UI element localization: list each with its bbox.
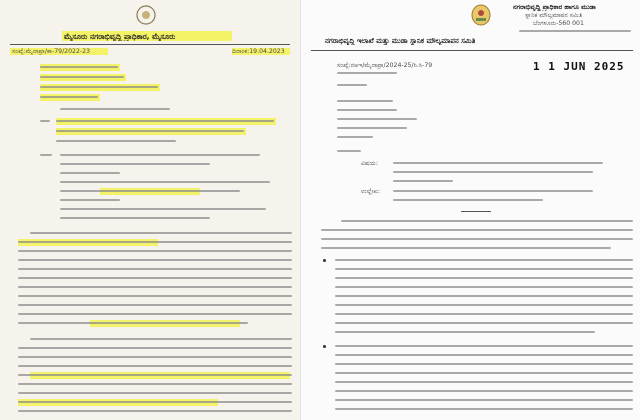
right-department: ನಗರಾಭಿವೃದ್ಧಿ ಇಲಾಖೆ ಮತ್ತು ಮುಡಾ ಸ್ಥಾನಿಕ ಮೌಲ್ಯಮಾಪನ ಸಮಿತಿ bbox=[325, 38, 476, 45]
left-reference-number: ಸಂಖ್ಯೆ:ಮೈನಾಪ್ರಾ/ಕಾ-79/2022-23 bbox=[12, 48, 91, 55]
right-header-line3: ಬೆಂಗಳೂರು-560 001 bbox=[533, 20, 584, 27]
reference-label: ಉಲ್ಲೇಖ: bbox=[361, 188, 381, 195]
government-emblem-icon bbox=[135, 4, 157, 26]
right-document-page bbox=[300, 0, 640, 420]
left-date: ದಿನಾಂಕ:19.04.2023 bbox=[232, 48, 285, 55]
subject-label: ವಿಷಯ: bbox=[361, 160, 378, 167]
date-stamp: 1 1 JUN 2025 bbox=[533, 60, 625, 73]
right-header-line2: ಸ್ಥಾನಿಕ ಮೌಲ್ಯಮಾಪನ ಸಮಿತಿ bbox=[525, 12, 583, 19]
right-reference-number: ಸಂಖ್ಯೆ:ನಅಇ/ಮೈನಾಪ್ರಾ/2024-25/ಸಿ.ಸಿ-79 bbox=[337, 62, 433, 69]
karnataka-emblem-icon bbox=[469, 3, 493, 27]
left-title: ಮೈಸೂರು ನಗರಾಭಿವೃದ್ಧಿ ಪ್ರಾಧಿಕಾರ, ಮೈಸೂರು bbox=[64, 32, 176, 41]
right-header-line1: ನಗರಾಭಿವೃದ್ಧಿ ಪ್ರಾಧಿಕಾರ ಹಾಗೂ ಮುಡಾ bbox=[513, 4, 596, 11]
left-document-page bbox=[0, 0, 300, 420]
